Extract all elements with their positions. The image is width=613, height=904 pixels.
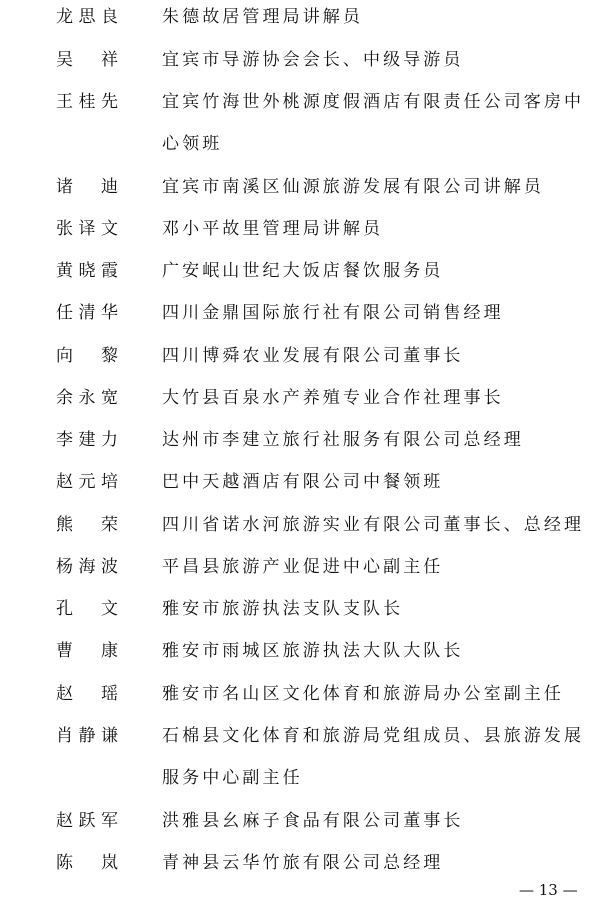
person-title (162, 504, 608, 546)
person-title (162, 0, 608, 38)
person-title (162, 715, 608, 799)
title-line: 宜宾市导游协会会长、中级导游员 (162, 50, 464, 70)
person-name: 肖 静 谦 (56, 726, 118, 746)
title-line: 雅安市名山区文化体育和旅游局办公室副主任 (162, 684, 564, 704)
person-name: 孔 文 (56, 599, 118, 619)
title-line: 大竹县百泉水产养殖专业合作社理事长 (162, 388, 504, 408)
person-title (162, 81, 608, 165)
title-line: 宜宾市南溪区仙源旅游发展有限公司讲解员 (162, 177, 544, 197)
title-line: 四川省诺水河旅游实业有限公司董事长、总经理 (162, 515, 585, 535)
person-name: 黄 晓 霞 (56, 261, 118, 281)
title-line: 达州市李建立旅行社服务有限公司总经理 (162, 430, 524, 450)
person-title (162, 800, 608, 842)
person-title (162, 335, 608, 377)
person-name: 余 永 宽 (56, 388, 118, 408)
title-line: 邓小平故里管理局讲解员 (162, 219, 384, 239)
title-line: 雅安市旅游执法支队支队长 (162, 599, 404, 619)
person-title (162, 588, 608, 630)
title-line: 青神县云华竹旅有限公司总经理 (162, 853, 444, 873)
person-name: 杨 海 波 (56, 557, 118, 577)
person-name: 王 桂 先 (56, 92, 118, 112)
title-line: 四川博舜农业发展有限公司董事长 (162, 346, 464, 366)
person-title (162, 377, 608, 419)
person-name: 向 黎 (56, 346, 118, 366)
title-line: 四川金鼎国际旅行社有限公司销售经理 (162, 303, 504, 323)
title-line: 服务中心副主任 (162, 768, 303, 788)
title-line: 宜宾竹海世外桃源度假酒店有限责任公司客房中 (162, 92, 585, 112)
page-number: — 13 — (519, 881, 578, 899)
person-title (162, 166, 608, 208)
person-name: 陈 岚 (56, 853, 118, 873)
person-name: 龙 思 良 (56, 7, 118, 27)
title-line: 心领班 (162, 134, 223, 154)
person-name: 张 译 文 (56, 219, 118, 239)
person-name: 李 建 力 (56, 430, 118, 450)
title-line: 朱德故居管理局讲解员 (162, 7, 363, 27)
title-line: 石棉县文化体育和旅游局党组成员、县旅游发展 (162, 726, 585, 746)
person-title (162, 630, 608, 672)
person-name: 赵 瑶 (56, 684, 118, 704)
person-name: 诸 迪 (56, 177, 118, 197)
person-title (162, 673, 608, 715)
title-line: 平昌县旅游产业促进中心副主任 (162, 557, 444, 577)
person-title (162, 546, 608, 588)
person-name: 任 清 华 (56, 303, 118, 323)
person-title (162, 208, 608, 250)
person-name: 吴 祥 (56, 50, 118, 70)
title-line: 广安岷山世纪大饭店餐饮服务员 (162, 261, 444, 281)
person-name: 赵 跃 军 (56, 811, 118, 831)
person-name: 熊 荣 (56, 515, 118, 535)
person-title (162, 461, 608, 503)
title-line: 雅安市雨城区旅游执法大队大队长 (162, 641, 464, 661)
person-title (162, 292, 608, 334)
person-title (162, 842, 608, 884)
person-title (162, 250, 608, 292)
person-title (162, 39, 608, 81)
person-name: 赵 元 培 (56, 472, 118, 492)
person-name: 曹 康 (56, 641, 118, 661)
title-line: 巴中天越酒店有限公司中餐领班 (162, 472, 444, 492)
title-line: 洪雅县幺麻子食品有限公司董事长 (162, 811, 464, 831)
person-title (162, 419, 608, 461)
